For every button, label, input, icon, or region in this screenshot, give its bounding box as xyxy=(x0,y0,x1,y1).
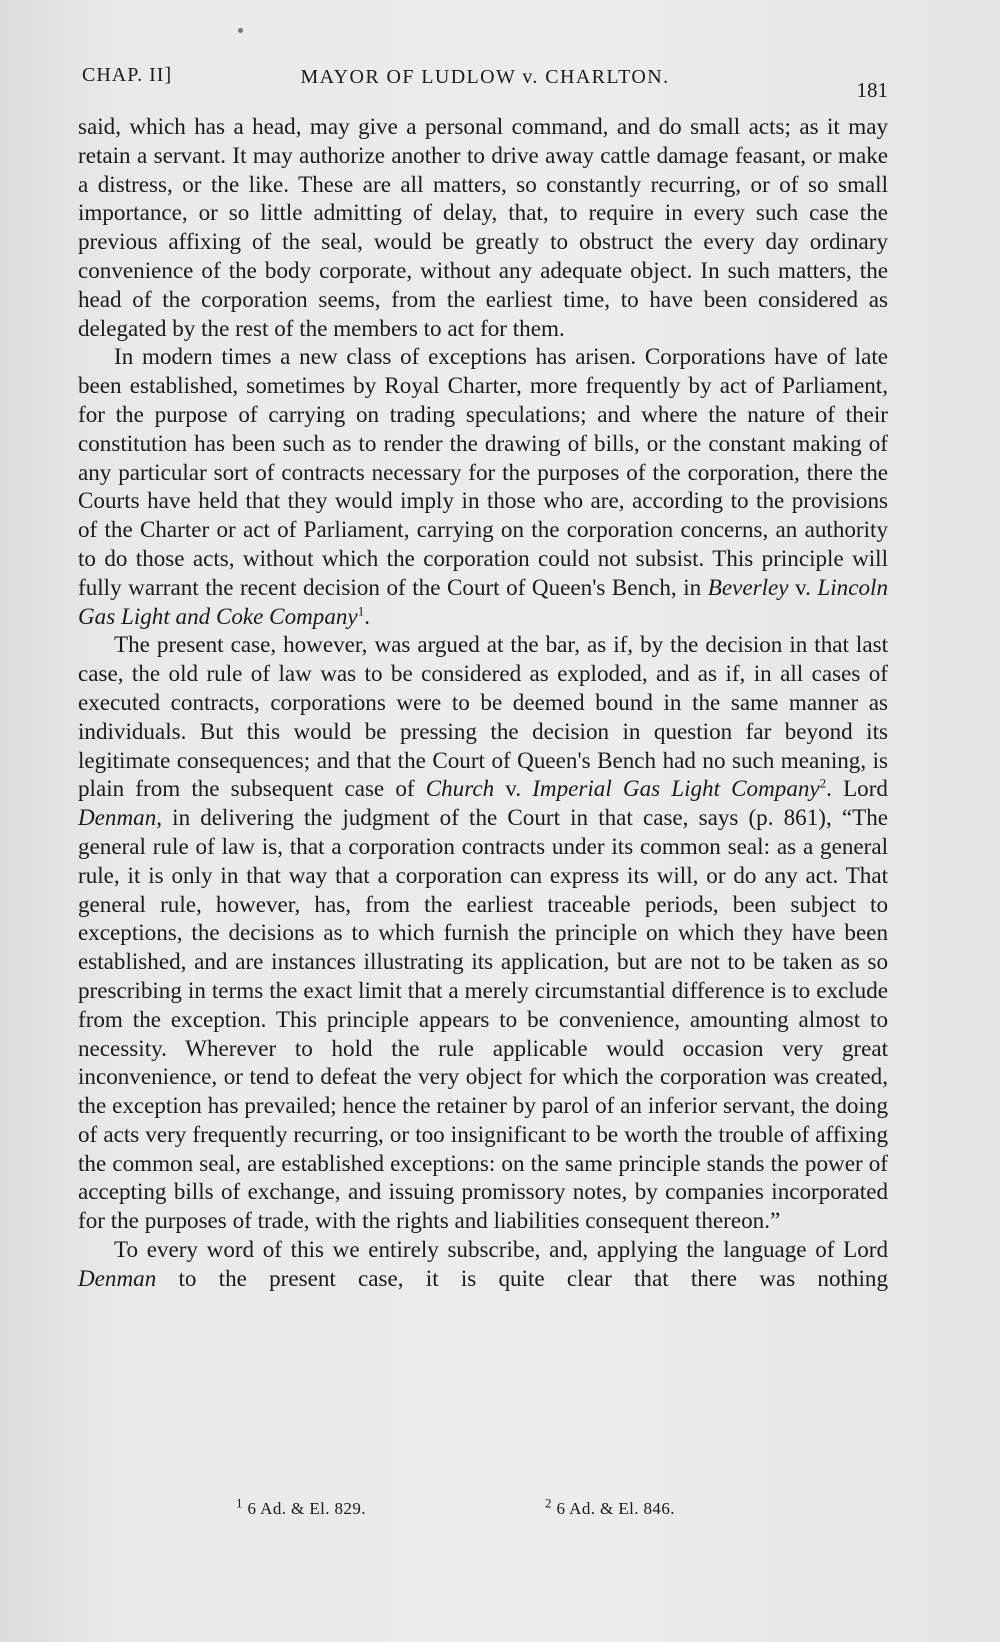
case-name-party: Imperial Gas Light Company xyxy=(532,775,820,802)
paragraph-4-text: To every word of this we entirely subscribe, and, applying the language of Lord xyxy=(114,1236,888,1263)
running-header xyxy=(82,64,888,104)
period: . xyxy=(364,602,370,629)
page-number: 181 xyxy=(856,78,888,102)
paragraph-2-text: In modern times a new class of exceptions has arisen. Corporations have of late been established, sometimes by Royal Charter, more frequently by act of Parliament, for the purpose of carrying on trading speculations; and where the nature of their constitution has been such as to render the drawing of bills, or the constant making of any particular sort of contracts necessary for the purposes of the corporation, there the Courts have held that they would imply in those who are, according to the provisions of the Charter or act of Parliament, carrying on the corporation concerns, an authority to do those acts, without which the corporation could not subsist. This principle will fully warrant the recent decision of the Court of Queen's Bench, in xyxy=(78,343,888,600)
paragraph-3-quote: , in delivering the judgment of the Court in that case, says (p. 861), “The general rule of law is, that a corporation contracts under its common seal: as a general rule, it is only in that way that a corporation can express its will, or do any act. That general rule, however, has, from the earliest traceable periods, been subject to exceptions, the decisions as to which furnish the principle on which they have been established, and are instances illustrating its application, but are not to be taken as so prescribing in terms the exact limit that a merely circumstantial difference is to exclude from the exception. This principle appears to be convenience, amounting almost to necessity. Wherever to hold the rule applicable would occasion very great inconvenience, or tend to defeat the very object for which the corporation was created, the exception has prevailed; hence the retainer by parol of an inferior servant, the doing of acts very frequently recurring, or too insignificant to be worth the trouble of affixing the common seal, are established exceptions: on the same principle stands the power of accepting bills of exchange, and issuing promissory notes, by companies incorporated for the purposes of trade, with the rights and liabilities consequent thereon.” xyxy=(78,804,888,1234)
footnote-1 xyxy=(236,1495,366,1519)
body-text xyxy=(78,112,888,1293)
paragraph-1: said, which has a head, may give a personal command, and do small acts; as it may retain a servant. It may authorize another to drive away cattle damage feasant, or make a distress, or the like. These are all matters, so constantly recurring, or of so small importance, or so little admitting of delay, that, to require in every such case the previous affixing of the seal, would be greatly to obstruct the every day ordinary convenience of the body corporate, without any adequate object. In such matters, the head of the corporation seems, from the earliest time, to have been considered as delegated by the rest of the members to act for them. xyxy=(78,113,888,341)
chapter-label: CHAP. II] xyxy=(82,64,173,86)
case-name-party: Beverley xyxy=(707,573,789,600)
paragraph-2 xyxy=(78,342,888,630)
footnotes xyxy=(0,1495,1000,1523)
case-name-party: Lincoln Gas Light and Coke Company xyxy=(78,573,888,629)
versus: v. xyxy=(494,775,533,802)
footnote-1-mark: 1 xyxy=(236,1495,243,1511)
paragraph-4 xyxy=(78,1235,888,1293)
footnote-ref-2: 2 xyxy=(819,775,827,791)
paragraph-4-text: to the present case, it is quite clear that there was nothing xyxy=(156,1264,888,1291)
judge-name: Denman xyxy=(78,1264,157,1291)
judge-name: Denman xyxy=(78,804,157,831)
footnote-2-mark: 2 xyxy=(545,1495,552,1511)
paragraph-3-text: . Lord xyxy=(826,775,888,802)
versus: v. xyxy=(788,573,818,600)
footnote-2 xyxy=(545,1495,675,1519)
case-name-party: Church xyxy=(425,775,495,802)
ink-speck xyxy=(238,28,243,33)
paragraph-3-text: The present case, however, was argued at the bar, as if, by the decision in that last case, the old rule of law was to be considered as exploded, and as if, in all cases of executed contracts, corporations were to be deemed bound in the same manner as individuals. But this would be pressing the decision in question far beyond its legitimate consequences; and that the Court of Queen's Bench had no such meaning, is plain from the subsequent case of xyxy=(78,631,888,802)
footnote-2-text: 6 Ad. & El. 846. xyxy=(551,1499,675,1518)
running-title: MAYOR OF LUDLOW v. CHARLTON. xyxy=(300,66,670,88)
footnote-1-text: 6 Ad. & El. 829. xyxy=(242,1499,366,1518)
footnote-ref-1: 1 xyxy=(357,602,365,618)
paragraph-3 xyxy=(78,630,888,1235)
